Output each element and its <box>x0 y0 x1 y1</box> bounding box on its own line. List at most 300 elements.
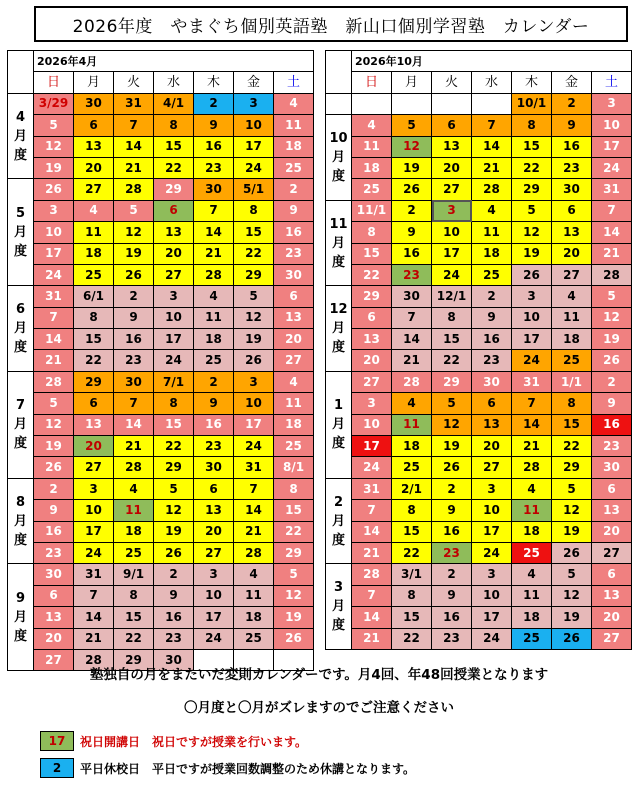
day-cell: 24 <box>154 350 194 371</box>
day-cell: 19 <box>432 436 472 457</box>
day-cell: 17 <box>154 329 194 350</box>
day-cell: 9 <box>154 585 194 606</box>
day-cell: 6 <box>592 478 632 499</box>
day-cell: 10 <box>34 222 74 243</box>
month-label-text: 7 月 度 <box>13 398 27 452</box>
month-label-text: 8 月 度 <box>13 494 27 548</box>
day-cell: 12 <box>392 136 432 157</box>
day-cell: 20 <box>432 157 472 178</box>
day-cell: 14 <box>74 607 114 628</box>
day-cell: 27 <box>194 542 234 563</box>
day-cell: 7 <box>114 115 154 136</box>
day-cell: 2 <box>432 564 472 585</box>
month-label-text: 3 月 度 <box>331 580 345 634</box>
day-cell: 4 <box>392 393 432 414</box>
day-cell: 17 <box>592 136 632 157</box>
day-cell: 27 <box>592 542 632 563</box>
day-cell: 11 <box>472 222 512 243</box>
month-label <box>8 564 34 671</box>
day-cell: 6 <box>194 478 234 499</box>
weekday-0: 日 <box>352 72 392 93</box>
day-cell: 28 <box>114 179 154 200</box>
day-cell: 11/1 <box>352 200 392 221</box>
day-cell: 5 <box>34 393 74 414</box>
day-cell: 25 <box>352 179 392 200</box>
day-cell: 4 <box>74 200 114 221</box>
day-cell: 7 <box>194 200 234 221</box>
day-cell: 9 <box>392 222 432 243</box>
day-cell: 6 <box>592 564 632 585</box>
month-label <box>326 371 352 478</box>
day-cell: 23 <box>194 436 234 457</box>
day-cell: 29 <box>512 179 552 200</box>
day-cell: 28 <box>234 542 274 563</box>
day-cell: 27 <box>74 179 114 200</box>
day-cell: 26 <box>34 457 74 478</box>
month-label <box>8 179 34 286</box>
day-cell: 2/1 <box>392 478 432 499</box>
day-cell: 27 <box>472 457 512 478</box>
day-cell: 19 <box>34 436 74 457</box>
weekday-4: 木 <box>512 72 552 93</box>
day-cell: 13 <box>74 136 114 157</box>
day-cell: 9 <box>194 393 234 414</box>
day-cell: 9 <box>592 393 632 414</box>
day-cell: 18 <box>234 607 274 628</box>
day-cell: 2 <box>154 564 194 585</box>
day-cell: 26 <box>234 350 274 371</box>
day-cell: 9 <box>472 307 512 328</box>
day-cell: 14 <box>352 607 392 628</box>
legend-holiday-number: 17 <box>48 734 66 748</box>
day-cell: 12 <box>432 414 472 435</box>
day-cell: 2 <box>552 93 592 114</box>
day-cell: 15 <box>392 521 432 542</box>
day-cell: 22 <box>274 521 314 542</box>
day-cell: 30 <box>472 371 512 392</box>
day-cell: 5 <box>592 286 632 307</box>
month-header: 2026年10月 <box>352 51 472 72</box>
day-cell: 3/1 <box>392 564 432 585</box>
day-cell: 12 <box>34 136 74 157</box>
day-cell: 26 <box>114 264 154 285</box>
day-cell: 7 <box>472 115 512 136</box>
day-cell: 9 <box>194 115 234 136</box>
day-cell: 29 <box>154 179 194 200</box>
day-cell: 18 <box>274 414 314 435</box>
corner-cell <box>326 51 352 94</box>
weekday-1: 月 <box>392 72 432 93</box>
day-cell: 26 <box>154 542 194 563</box>
day-cell: 27 <box>154 264 194 285</box>
weekday-3: 水 <box>472 72 512 93</box>
day-cell: 23 <box>552 157 592 178</box>
month-header-fill <box>154 51 314 72</box>
day-cell: 16 <box>114 329 154 350</box>
day-cell: 3 <box>512 286 552 307</box>
day-cell: 14 <box>592 222 632 243</box>
legend-closed <box>40 757 415 779</box>
day-cell: 4 <box>472 200 512 221</box>
day-cell: 28 <box>512 457 552 478</box>
day-cell: 23 <box>392 264 432 285</box>
day-cell: 19 <box>552 521 592 542</box>
day-cell: 19 <box>234 329 274 350</box>
day-cell: 7 <box>592 200 632 221</box>
day-cell: 8 <box>154 393 194 414</box>
day-cell: 21 <box>592 243 632 264</box>
day-cell: 6 <box>352 307 392 328</box>
day-cell: 15 <box>234 222 274 243</box>
day-cell: 29 <box>74 371 114 392</box>
day-cell <box>352 93 392 114</box>
day-cell: 19 <box>114 243 154 264</box>
day-cell: 25 <box>114 542 154 563</box>
day-cell: 19 <box>274 607 314 628</box>
corner-cell <box>8 51 34 94</box>
weekday-5: 金 <box>552 72 592 93</box>
day-cell: 15 <box>154 136 194 157</box>
day-cell: 5 <box>274 564 314 585</box>
day-cell: 13 <box>194 500 234 521</box>
day-cell: 4 <box>234 564 274 585</box>
day-cell: 8/1 <box>274 457 314 478</box>
day-cell: 15 <box>274 500 314 521</box>
day-cell: 3 <box>234 371 274 392</box>
day-cell: 9 <box>274 200 314 221</box>
day-cell: 28 <box>194 264 234 285</box>
day-cell: 7 <box>392 307 432 328</box>
month-label-text: 2 月 度 <box>331 494 345 548</box>
day-cell: 3/29 <box>34 93 74 114</box>
day-cell: 3 <box>432 200 472 221</box>
day-cell: 24 <box>194 628 234 649</box>
day-cell: 25 <box>274 436 314 457</box>
day-cell: 11 <box>512 585 552 606</box>
day-cell: 29 <box>552 457 592 478</box>
day-cell: 24 <box>472 542 512 563</box>
day-cell: 30 <box>74 93 114 114</box>
day-cell: 11 <box>114 500 154 521</box>
day-cell: 4 <box>552 286 592 307</box>
day-cell: 25 <box>194 350 234 371</box>
day-cell: 6/1 <box>74 286 114 307</box>
day-cell: 12 <box>34 414 74 435</box>
day-cell: 21 <box>114 157 154 178</box>
day-cell: 29 <box>114 649 154 670</box>
day-cell: 13 <box>552 222 592 243</box>
day-cell: 17 <box>74 521 114 542</box>
day-cell: 21 <box>472 157 512 178</box>
day-cell: 22 <box>234 243 274 264</box>
day-cell: 2 <box>194 93 234 114</box>
day-cell <box>392 93 432 114</box>
day-cell: 24 <box>234 157 274 178</box>
day-cell: 9 <box>34 500 74 521</box>
month-label-text: 4 月 度 <box>13 109 27 163</box>
day-cell: 9 <box>114 307 154 328</box>
day-cell: 8 <box>234 200 274 221</box>
day-cell: 31 <box>592 179 632 200</box>
day-cell: 11 <box>274 393 314 414</box>
day-cell: 28 <box>352 564 392 585</box>
month-label-text: 1 月 度 <box>331 398 345 452</box>
weekday-6: 土 <box>274 72 314 93</box>
month-label-text: 11 月 度 <box>329 216 348 270</box>
day-cell: 25 <box>392 457 432 478</box>
day-cell: 11 <box>512 500 552 521</box>
day-cell: 13 <box>154 222 194 243</box>
day-cell: 2 <box>114 286 154 307</box>
day-cell: 5 <box>114 200 154 221</box>
month-label <box>326 564 352 650</box>
day-cell: 26 <box>552 542 592 563</box>
month-header: 2026年4月 <box>34 51 154 72</box>
day-cell: 29 <box>234 264 274 285</box>
day-cell: 11 <box>74 222 114 243</box>
day-cell: 23 <box>194 157 234 178</box>
day-cell: 28 <box>114 457 154 478</box>
day-cell: 2 <box>592 371 632 392</box>
day-cell: 8 <box>274 478 314 499</box>
day-cell: 29 <box>274 542 314 563</box>
day-cell: 9/1 <box>114 564 154 585</box>
day-cell: 26 <box>274 628 314 649</box>
day-cell: 17 <box>432 243 472 264</box>
day-cell: 16 <box>472 329 512 350</box>
day-cell: 22 <box>154 157 194 178</box>
day-cell: 22 <box>432 350 472 371</box>
day-cell: 9 <box>432 585 472 606</box>
day-cell: 27 <box>552 264 592 285</box>
day-cell: 24 <box>432 264 472 285</box>
day-cell: 20 <box>592 521 632 542</box>
weekday-6: 土 <box>592 72 632 93</box>
day-cell: 20 <box>592 607 632 628</box>
day-cell: 13 <box>352 329 392 350</box>
day-cell: 21 <box>352 542 392 563</box>
day-cell: 14 <box>392 329 432 350</box>
day-cell: 30 <box>154 649 194 670</box>
month-label-text: 12 月 度 <box>329 302 348 356</box>
day-cell: 19 <box>592 329 632 350</box>
day-cell: 12 <box>154 500 194 521</box>
day-cell: 7 <box>74 585 114 606</box>
day-cell: 18 <box>392 436 432 457</box>
day-cell: 8 <box>114 585 154 606</box>
day-cell: 14 <box>234 500 274 521</box>
day-cell: 21 <box>114 436 154 457</box>
month-header-fill <box>472 51 632 72</box>
day-cell: 12 <box>512 222 552 243</box>
day-cell: 13 <box>432 136 472 157</box>
day-cell: 10 <box>74 500 114 521</box>
day-cell: 25 <box>512 542 552 563</box>
day-cell: 6 <box>432 115 472 136</box>
day-cell: 20 <box>274 329 314 350</box>
day-cell: 4/1 <box>154 93 194 114</box>
day-cell: 23 <box>34 542 74 563</box>
day-cell: 31 <box>34 286 74 307</box>
day-cell: 12 <box>114 222 154 243</box>
day-cell: 24 <box>34 264 74 285</box>
day-cell: 5/1 <box>234 179 274 200</box>
day-cell: 16 <box>592 414 632 435</box>
day-cell: 3 <box>472 478 512 499</box>
day-cell: 16 <box>432 607 472 628</box>
day-cell: 19 <box>154 521 194 542</box>
day-cell: 15 <box>392 607 432 628</box>
weekday-3: 水 <box>154 72 194 93</box>
day-cell: 5 <box>392 115 432 136</box>
day-cell: 13 <box>592 500 632 521</box>
day-cell: 15 <box>552 414 592 435</box>
day-cell: 24 <box>472 628 512 649</box>
day-cell: 8 <box>512 115 552 136</box>
day-cell: 3 <box>74 478 114 499</box>
day-cell: 12 <box>552 500 592 521</box>
day-cell: 22 <box>154 436 194 457</box>
day-cell: 23 <box>154 628 194 649</box>
day-cell: 30 <box>392 286 432 307</box>
day-cell: 13 <box>472 414 512 435</box>
day-cell: 17 <box>472 607 512 628</box>
day-cell: 2 <box>274 179 314 200</box>
day-cell: 16 <box>34 521 74 542</box>
day-cell: 19 <box>34 157 74 178</box>
weekday-2: 火 <box>432 72 472 93</box>
day-cell: 26 <box>34 179 74 200</box>
day-cell: 17 <box>512 329 552 350</box>
calendar-right <box>325 50 632 650</box>
calendar-left <box>7 50 314 671</box>
day-cell: 6 <box>472 393 512 414</box>
day-cell: 3 <box>34 200 74 221</box>
day-cell: 25 <box>552 350 592 371</box>
day-cell: 8 <box>154 115 194 136</box>
day-cell: 30 <box>114 371 154 392</box>
day-cell: 17 <box>352 436 392 457</box>
day-cell: 7 <box>512 393 552 414</box>
day-cell: 14 <box>472 136 512 157</box>
day-cell: 27 <box>432 179 472 200</box>
month-label <box>8 478 34 564</box>
day-cell: 16 <box>274 222 314 243</box>
day-cell: 5 <box>552 564 592 585</box>
day-cell: 31 <box>114 93 154 114</box>
day-cell: 3 <box>194 564 234 585</box>
day-cell: 6 <box>552 200 592 221</box>
day-cell: 28 <box>592 264 632 285</box>
day-cell: 6 <box>34 585 74 606</box>
day-cell: 30 <box>274 264 314 285</box>
day-cell: 1/1 <box>552 371 592 392</box>
month-label-text: 10 月 度 <box>329 130 348 184</box>
day-cell: 7 <box>352 585 392 606</box>
day-cell: 7/1 <box>154 371 194 392</box>
day-cell: 2 <box>194 371 234 392</box>
day-cell: 10 <box>592 115 632 136</box>
day-cell: 22 <box>392 628 432 649</box>
day-cell: 9 <box>432 500 472 521</box>
day-cell: 30 <box>34 564 74 585</box>
day-cell: 23 <box>432 628 472 649</box>
day-cell: 19 <box>512 243 552 264</box>
month-label <box>8 93 34 179</box>
day-cell: 10 <box>154 307 194 328</box>
legend-holiday-swatch <box>40 731 74 751</box>
day-cell: 24 <box>74 542 114 563</box>
day-cell: 29 <box>154 457 194 478</box>
day-cell: 30 <box>592 457 632 478</box>
day-cell: 10 <box>472 585 512 606</box>
day-cell: 8 <box>392 500 432 521</box>
day-cell: 6 <box>74 393 114 414</box>
day-cell: 18 <box>74 243 114 264</box>
note-line-1: 塾独自の月をまたいだ変則カレンダーです。月4回、年48回授業となります <box>89 667 549 683</box>
day-cell: 22 <box>74 350 114 371</box>
day-cell: 27 <box>74 457 114 478</box>
day-cell: 2 <box>392 200 432 221</box>
day-cell: 3 <box>472 564 512 585</box>
day-cell: 3 <box>154 286 194 307</box>
day-cell: 11 <box>352 136 392 157</box>
day-cell: 16 <box>194 414 234 435</box>
day-cell: 20 <box>154 243 194 264</box>
day-cell: 30 <box>194 179 234 200</box>
day-cell: 2 <box>472 286 512 307</box>
weekday-2: 火 <box>114 72 154 93</box>
day-cell: 4 <box>274 93 314 114</box>
day-cell: 10 <box>512 307 552 328</box>
day-cell: 19 <box>392 157 432 178</box>
day-cell: 4 <box>274 371 314 392</box>
day-cell: 25 <box>274 157 314 178</box>
day-cell: 8 <box>352 222 392 243</box>
day-cell: 26 <box>592 350 632 371</box>
day-cell: 15 <box>512 136 552 157</box>
day-cell: 8 <box>432 307 472 328</box>
day-cell: 20 <box>352 350 392 371</box>
day-cell: 4 <box>352 115 392 136</box>
day-cell: 23 <box>432 542 472 563</box>
day-cell: 22 <box>114 628 154 649</box>
day-cell: 20 <box>74 157 114 178</box>
day-cell: 7 <box>114 393 154 414</box>
day-cell: 10 <box>472 500 512 521</box>
day-cell: 14 <box>512 414 552 435</box>
day-cell: 12 <box>234 307 274 328</box>
weekday-1: 月 <box>74 72 114 93</box>
day-cell: 6 <box>74 115 114 136</box>
day-cell: 24 <box>592 157 632 178</box>
day-cell: 13 <box>274 307 314 328</box>
month-label <box>326 478 352 564</box>
page-title: 2026年度 やまぐち個別英語塾 新山口個別学習塾 カレンダー <box>34 6 628 42</box>
day-cell: 5 <box>432 393 472 414</box>
day-cell: 12 <box>592 307 632 328</box>
legend-holiday-text: 祝日開講日 祝日ですが授業を行います。 <box>80 734 308 749</box>
day-cell: 17 <box>194 607 234 628</box>
day-cell: 16 <box>432 521 472 542</box>
month-label-text: 6 月 度 <box>13 302 27 356</box>
day-cell: 28 <box>392 371 432 392</box>
day-cell: 12 <box>274 585 314 606</box>
day-cell: 30 <box>552 179 592 200</box>
day-cell: 27 <box>34 649 74 670</box>
day-cell: 31 <box>234 457 274 478</box>
day-cell: 27 <box>352 371 392 392</box>
